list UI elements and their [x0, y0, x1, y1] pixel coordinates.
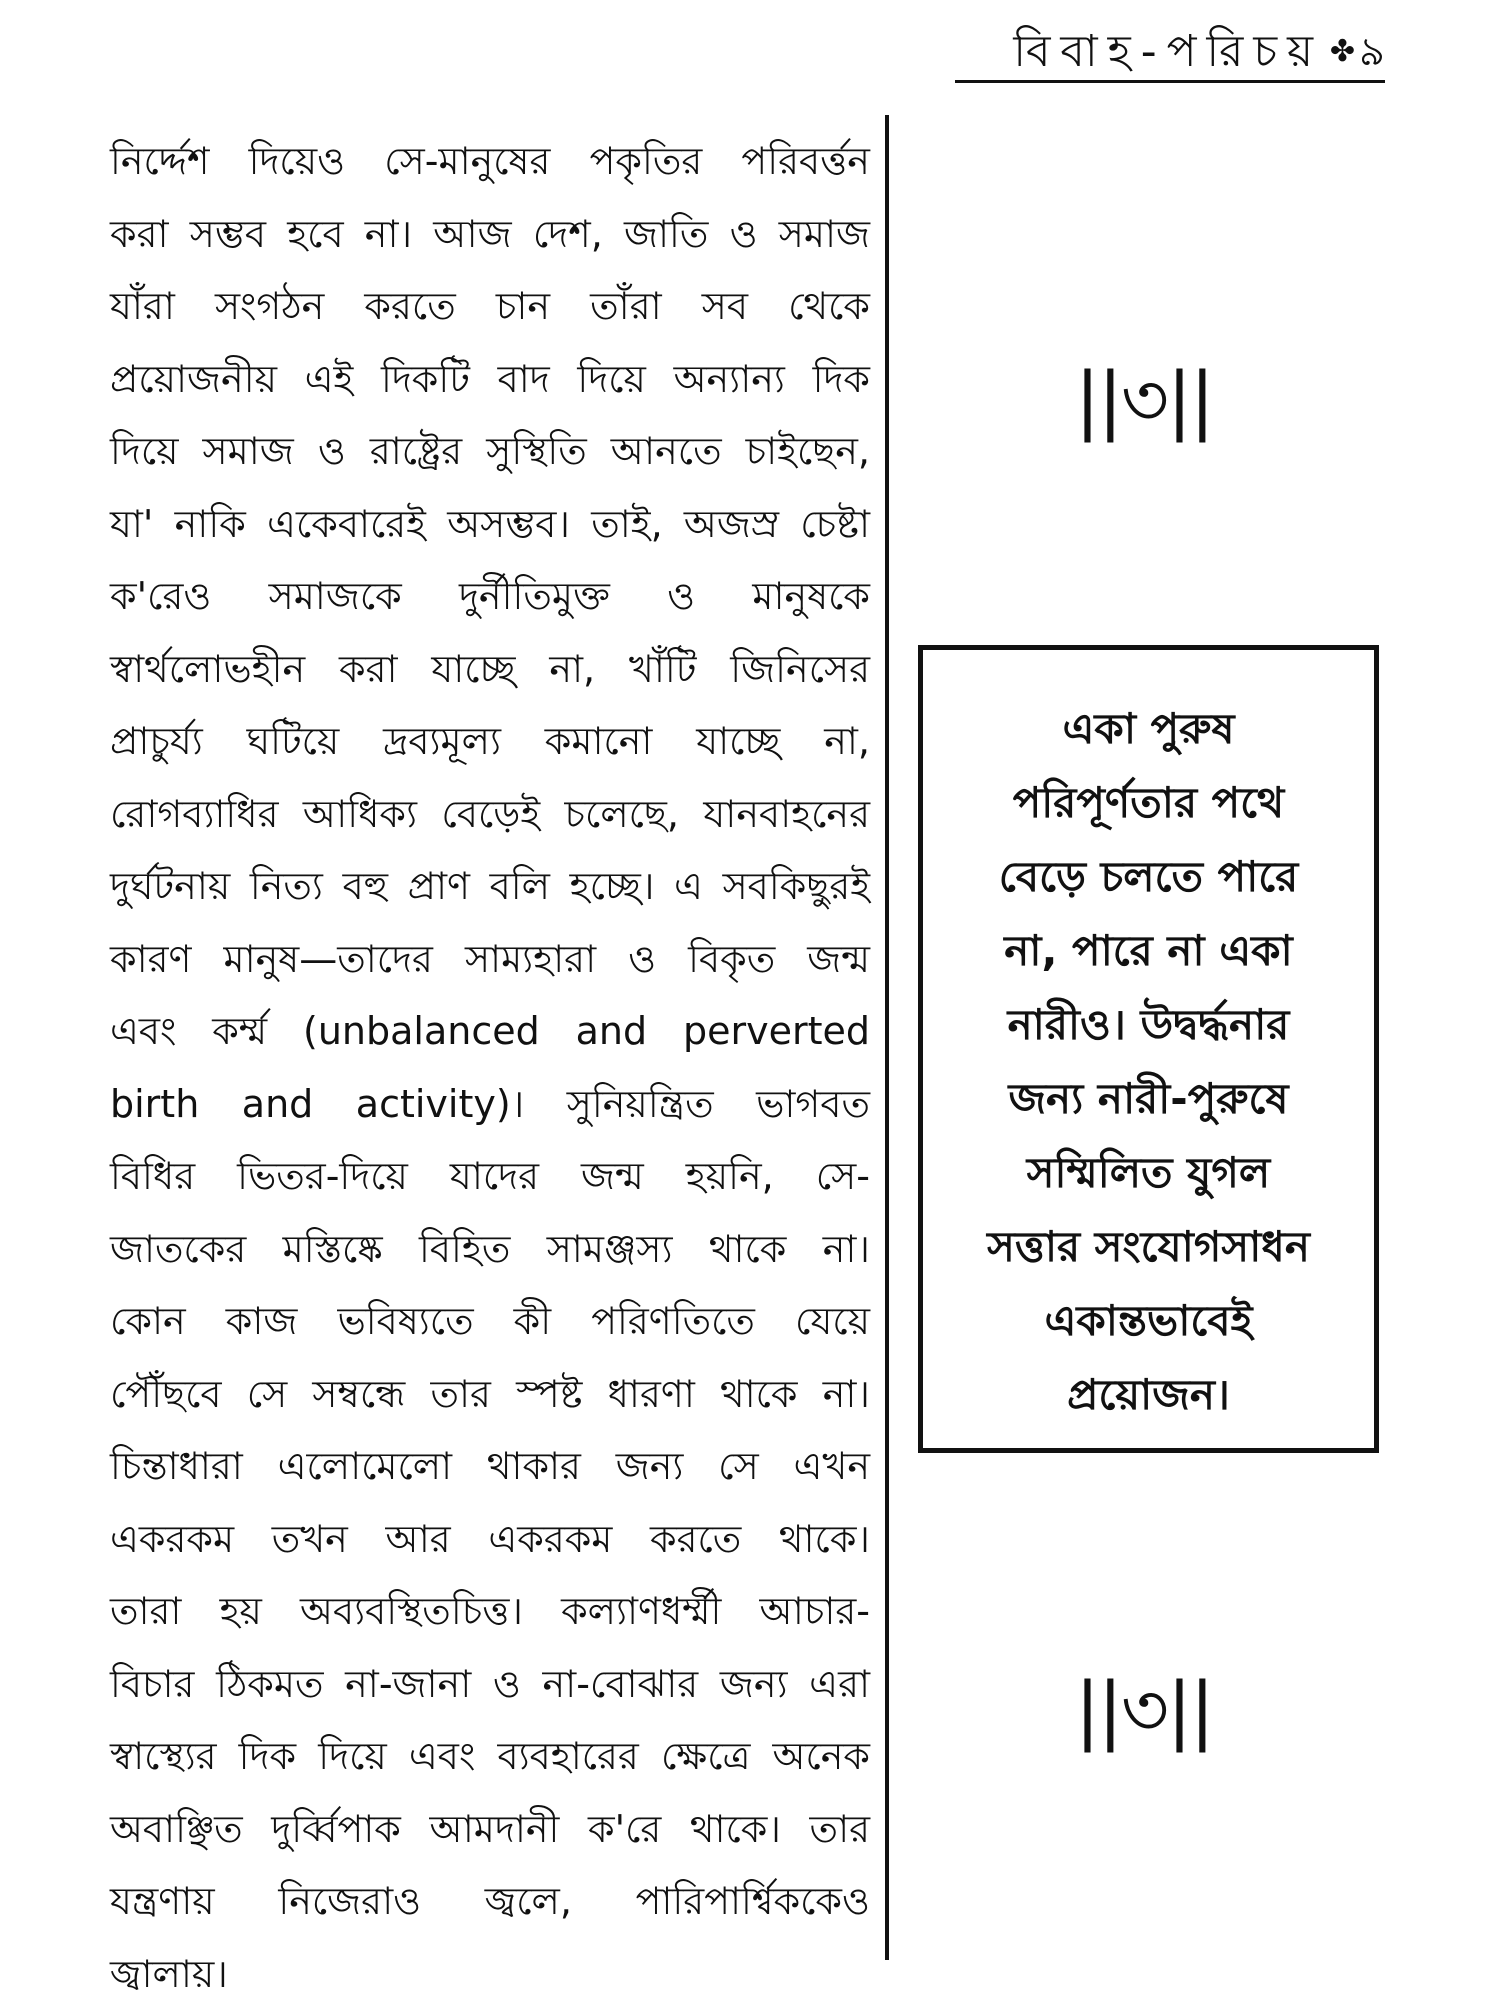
body-line: বিধির ভিতর-দিয়ে যাদের জন্ম হয়নি, সে-: [110, 1140, 870, 1213]
body-line: চিন্তাধারা এলোমেলো থাকার জন্য সে এখন: [110, 1430, 870, 1503]
body-line: তারা হয় অব্যবস্থিতচিত্ত। কল্যাণধর্ম্মী আচার-: [110, 1575, 870, 1648]
flower-ornament-icon: ✤: [1330, 22, 1355, 82]
body-line: স্বাস্থ্যের দিক দিয়ে এবং ব্যবহারের ক্ষেত্রে অনেক: [110, 1720, 870, 1793]
body-line: যন্ত্রণায় নিজেরাও জ্বলে, পারিপার্শ্বিককেও: [110, 1865, 870, 1938]
body-line: একরকম তখন আর একরকম করতে থাকে।: [110, 1503, 870, 1576]
body-line: যা' নাকি একেবারেই অসম্ভব। তাই, অজস্র চেষ্টা: [110, 488, 870, 561]
pull-quote-line: একা পুরুষ: [923, 692, 1374, 766]
body-line: পৌঁছবে সে সম্বন্ধে তার স্পষ্ট ধারণা থাকে না।: [110, 1358, 870, 1431]
body-line: করা সম্ভব হবে না। আজ দেশ, জাতি ও সমাজ: [110, 198, 870, 271]
body-line: বিচার ঠিকমত না-জানা ও না-বোঝার জন্য এরা: [110, 1648, 870, 1721]
body-line: কারণ মানুষ—তাদের সাম্যহারা ও বিকৃত জন্ম: [110, 923, 870, 996]
pull-quote-line: নারীও। উদ্বর্দ্ধনার: [923, 988, 1374, 1062]
pull-quote-line: সত্তার সংযোগসাধন: [923, 1210, 1374, 1284]
pull-quote-box: [918, 645, 1379, 1453]
header-title: বিবাহ-পরিচয়: [1013, 22, 1323, 82]
body-text-column: [110, 125, 870, 1955]
body-line: birth and activity)। সুনিয়ন্ত্রিত ভাগবত: [110, 1068, 870, 1141]
pull-quote-line: বেড়ে চলতে পারে: [923, 840, 1374, 914]
body-line: এবং কর্ম্ম (unbalanced and perverted: [110, 995, 870, 1068]
body-line: দুর্ঘটনায় নিত্য বহু প্রাণ বলি হচ্ছে। এ সবকিছুরই: [110, 850, 870, 923]
pull-quote-line: সম্মিলিত যুগল: [923, 1136, 1374, 1210]
pull-quote-line: জন্য নারী-পুরুষে: [923, 1062, 1374, 1136]
pull-quote-line: প্রয়োজন।: [923, 1358, 1374, 1432]
page-number: ৯: [1359, 22, 1385, 82]
body-line: প্রয়োজনীয় এই দিকটি বাদ দিয়ে অন্যান্য দিক: [110, 343, 870, 416]
header-rule: [955, 80, 1385, 83]
section-mark-bottom: ||৩||: [1075, 1660, 1213, 1760]
pull-quote-line: পরিপূর্ণতার পথে: [923, 766, 1374, 840]
body-line: প্রাচুর্য্য ঘটিয়ে দ্রব্যমূল্য কমানো যাচ্ছে না,: [110, 705, 870, 778]
pull-quote-line: না, পারে না একা: [923, 914, 1374, 988]
body-line: স্বার্থলোভহীন করা যাচ্ছে না, খাঁটি জিনিসের: [110, 633, 870, 706]
body-line: জ্বালায়।: [110, 1938, 870, 2010]
running-header: [955, 22, 1385, 82]
pull-quote-line: একান্তভাবেই: [923, 1284, 1374, 1358]
body-line: দিয়ে সমাজ ও রাষ্ট্রের সুস্থিতি আনতে চাইছেন,: [110, 415, 870, 488]
body-line: ক'রেও সমাজকে দুর্নীতিমুক্ত ও মানুষকে: [110, 560, 870, 633]
column-divider-rule: [885, 115, 889, 1960]
section-mark-top: ||৩||: [1075, 350, 1213, 450]
body-line: নির্দ্দেশ দিয়েও সে-মানুষের পকৃতির পরিবর্ত্তন: [110, 125, 870, 198]
body-line: যাঁরা সংগঠন করতে চান তাঁরা সব থেকে: [110, 270, 870, 343]
body-line: অবাঞ্ছিত দুর্ব্বিপাক আমদানী ক'রে থাকে। তার: [110, 1793, 870, 1866]
body-line: রোগব্যাধির আধিক্য বেড়েই চলেছে, যানবাহনের: [110, 778, 870, 851]
body-line: জাতকের মস্তিষ্কে বিহিত সামঞ্জস্য থাকে না।: [110, 1213, 870, 1286]
body-line: কোন কাজ ভবিষ্যতে কী পরিণতিতে যেয়ে: [110, 1285, 870, 1358]
